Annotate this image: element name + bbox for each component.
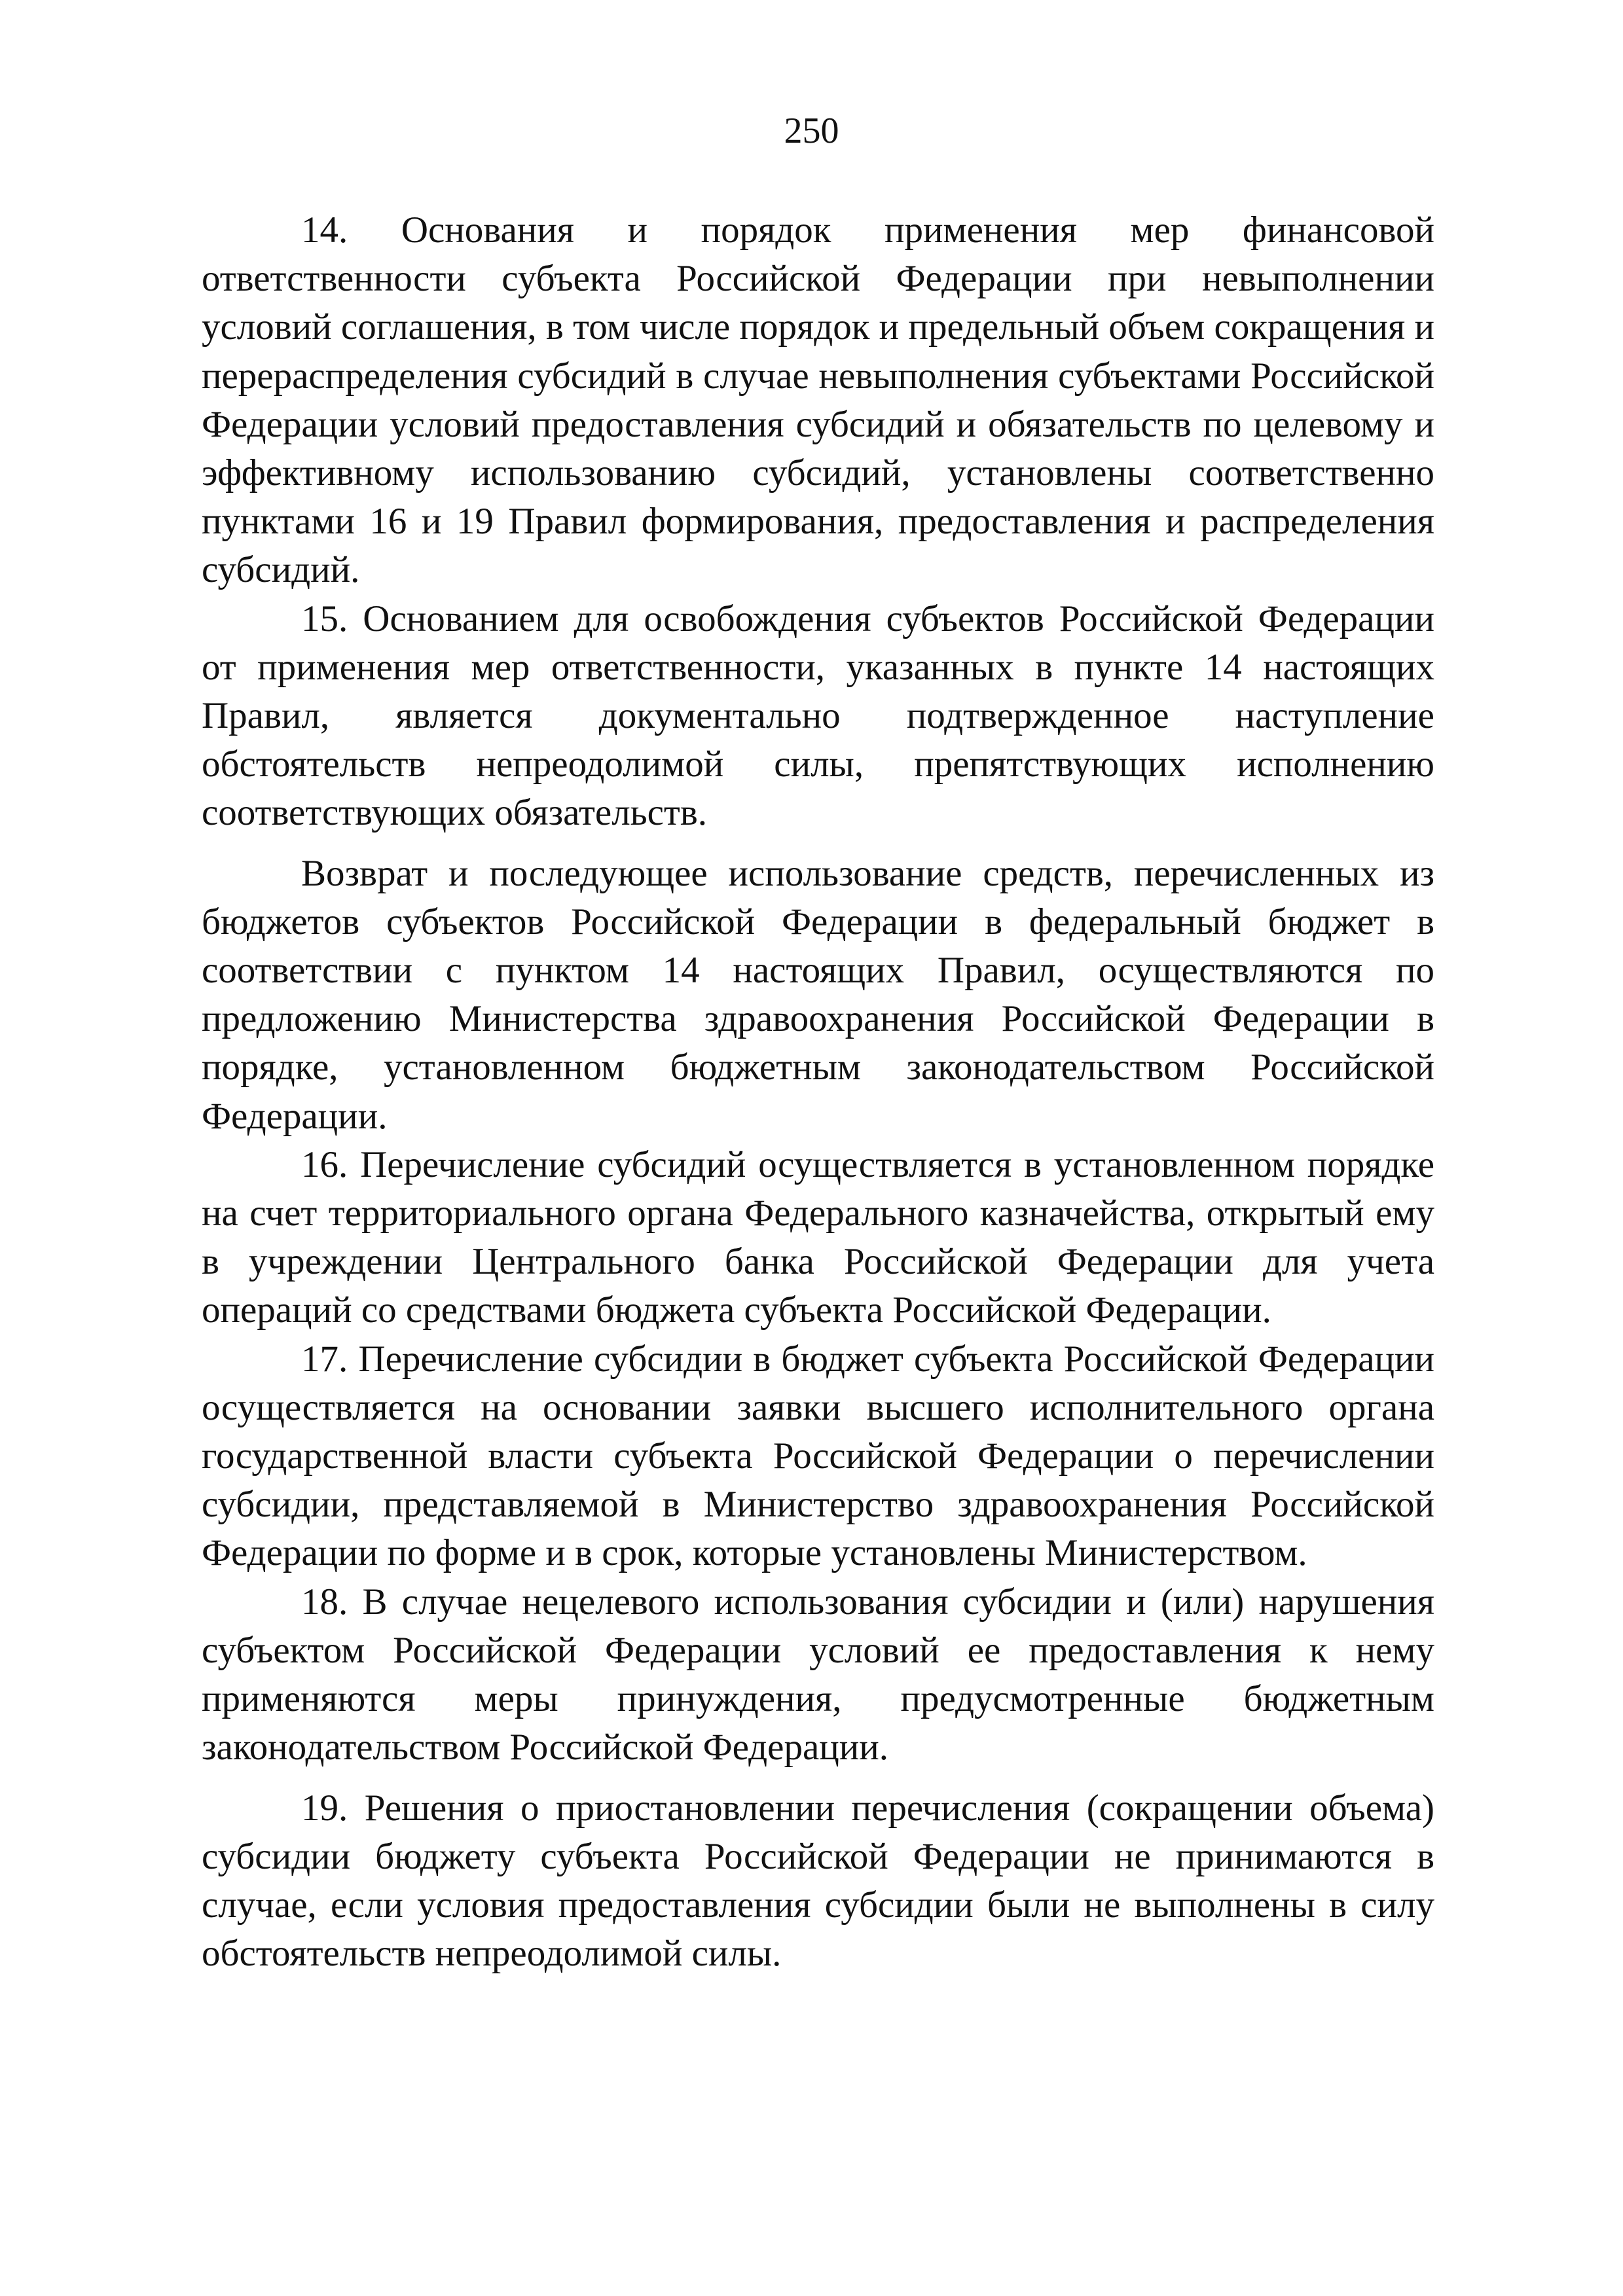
paragraph-text: В случае нецелевого использования субсидии и (или) нарушения субъектом Российской Федерации условий ее предоставления к нему применяются меры принуждения, предусмотренные бюджетным законодательством Российской Федерации. xyxy=(202,1581,1435,1768)
paragraph-text: Основания и порядок применения мер финансовой ответственности субъекта Российской Федерации при невыполнении условий соглашения, в том числе порядок и предельный объем сокращения и перераспределения субсидий в случае невыполнения субъектами Российской Федерации условий предоставления субсидий и обязательств по целевому и эффективному использованию субсидий, установлены соответственно пунктами 16 и 19 Правил формирования, предоставления и распределения субсидий. xyxy=(202,209,1435,591)
page-number: 250 xyxy=(784,111,839,151)
paragraph-number: 17. xyxy=(301,1338,348,1380)
paragraph-18 xyxy=(202,1578,1434,1772)
paragraph-19 xyxy=(202,1784,1434,1979)
paragraph-text: Перечисление субсидии в бюджет субъекта Российской Федерации осуществляется на основании заявки высшего исполнительного органа государственной власти субъекта Российской Федерации о перечислении субсидии, представляемой в Министерство здравоохранения Российской Федерации по форме и в срок, которые установлены Министерством. xyxy=(202,1338,1435,1574)
paragraph-number: 15. xyxy=(301,598,348,639)
paragraph-17 xyxy=(202,1335,1434,1578)
paragraph-14 xyxy=(202,206,1434,595)
paragraph-number: 16. xyxy=(301,1143,348,1185)
paragraph-15 xyxy=(202,595,1434,838)
paragraph-15-continued xyxy=(202,850,1434,1141)
paragraph-number: 19. xyxy=(301,1787,348,1829)
paragraph-text: Решения о приостановлении перечисления (сокращении объема) субсидии бюджету субъекта Российской Федерации не принимаются в случае, если условия предоставления субсидии были не выполнены в силу обстоятельств непреодолимой силы. xyxy=(202,1787,1435,1975)
paragraph-number: 18. xyxy=(301,1581,348,1623)
paragraph-text: Возврат и последующее использование средств, перечисленных из бюджетов субъектов Российской Федерации в федеральный бюджет в соответствии с пунктом 14 настоящих Правил, осуществляются по предложению Министерства здравоохранения Российской Федерации в порядке, установленном бюджетным законодательством Российской Федерации. xyxy=(202,852,1434,1137)
paragraph-number: 14. xyxy=(301,209,348,251)
document-body xyxy=(202,206,1434,1978)
paragraph-text: Перечисление субсидий осуществляется в установленном порядке на счет территориального органа Федерального казначейства, открытый ему в учреждении Центрального банка Российской Федерации для учета операций со средствами бюджета субъекта Российской Федерации. xyxy=(202,1143,1435,1331)
paragraph-text: Основанием для освобождения субъектов Российской Федерации от применения мер ответственности, указанных в пункте 14 настоящих Правил, является документально подтвержденное наступление обстоятельств непреодолимой силы, препятствующих исполнению соответствующих обязательств. xyxy=(202,598,1434,834)
paragraph-16 xyxy=(202,1141,1434,1335)
